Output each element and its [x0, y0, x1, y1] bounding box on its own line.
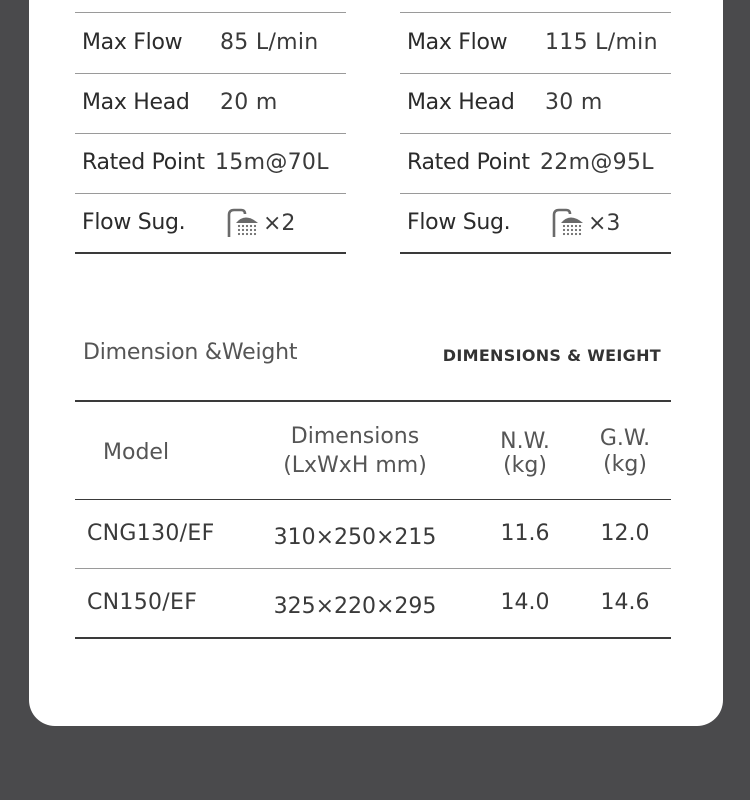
- cell-gross-weight: 12.0: [600, 521, 650, 546]
- flow-suggestion: [225, 207, 295, 239]
- table-header-row: [75, 402, 671, 500]
- spec-value: 22m@95L: [540, 150, 654, 175]
- spec-row-max-flow: [400, 13, 671, 74]
- cell-net-weight: 14.0: [500, 590, 550, 615]
- cell-net-weight: 11.6: [500, 521, 550, 546]
- cell-model: CN150/EF: [87, 590, 198, 615]
- shower-count: ×3: [588, 210, 621, 236]
- shower-count: ×2: [263, 210, 296, 236]
- spec-label: Max Head: [82, 90, 190, 115]
- spec-card: [29, 0, 723, 726]
- spec-label: Rated Point: [407, 150, 530, 175]
- spec-row-max-flow: [75, 13, 346, 74]
- dimension-section-title: Dimension &Weight: [83, 340, 298, 365]
- header-net-weight: [487, 430, 563, 478]
- cell-gross-weight: 14.6: [600, 590, 650, 615]
- header-dimensions-line1: Dimensions: [290, 424, 420, 449]
- spec-block-right: [400, 0, 671, 254]
- dimension-section-title-en: DIMENSIONS & WEIGHT: [442, 346, 661, 365]
- spec-row-flow-suggestion: [400, 193, 671, 253]
- spec-row-max-head: [400, 73, 671, 134]
- header-dimensions-line2: (LxWxH mm): [283, 453, 427, 478]
- table-row: [75, 569, 671, 637]
- spec-label: Flow Sug.: [407, 210, 511, 235]
- cell-dimensions: 310×250×215: [273, 525, 437, 550]
- spec-row-rated-point: [75, 133, 346, 194]
- spec-label: Max Flow: [407, 30, 508, 55]
- spec-value: 20 m: [220, 90, 278, 115]
- dimension-table: [75, 400, 671, 639]
- header-gross-weight: [587, 426, 663, 478]
- spec-label: Max Flow: [82, 30, 183, 55]
- flow-suggestion: [550, 207, 620, 239]
- header-nw-line2: (kg): [503, 453, 547, 478]
- spec-block-left: [75, 0, 346, 254]
- header-dimensions: [275, 422, 435, 480]
- spec-row-flow-suggestion: [75, 193, 346, 253]
- spec-value: 15m@70L: [215, 150, 329, 175]
- header-model: Model: [103, 440, 170, 465]
- spec-row-max-head: [75, 73, 346, 134]
- spec-value: 115 L/min: [545, 30, 658, 55]
- spec-label: Max Head: [407, 90, 515, 115]
- shower-head-icon: [550, 207, 586, 239]
- header-nw-line1: N.W.: [500, 429, 550, 454]
- shower-head-icon: [225, 207, 261, 239]
- spec-value: 30 m: [545, 90, 603, 115]
- cell-model: CNG130/EF: [87, 521, 215, 546]
- spec-value: 85 L/min: [220, 30, 319, 55]
- spec-label: Flow Sug.: [82, 210, 186, 235]
- cell-dimensions: 325×220×295: [273, 594, 437, 619]
- spec-label: Rated Point: [82, 150, 205, 175]
- spec-row-rated-point: [400, 133, 671, 194]
- header-gw-line1: G.W.: [599, 426, 651, 451]
- header-gw-line2: (kg): [603, 452, 647, 477]
- table-row: [75, 500, 671, 569]
